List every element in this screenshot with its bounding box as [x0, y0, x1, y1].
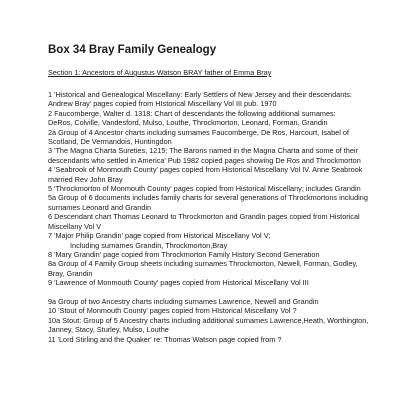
- entry-5: 5 'Throckmorton of Monmouth County' pages copied from Historical Miscellany; includes Grandin: [48, 184, 361, 194]
- entry-9a: 9a Group of two Ancestry charts including surnames Lawrence, Newell and Grandin: [48, 296, 319, 306]
- section-heading: Section 1: Ancestors of Augustus Watson BRAY father of Emma Bray: [48, 68, 272, 77]
- entry-11: 11 'Lord Stirling and the Quaker' re: Thomas Watson page copied from ?: [48, 334, 282, 344]
- entry-3: 3 'The Magna Charta Sureties, 1215: The Barons named in the Magna Charta and some of their descendants who settled in America' Pub 1982 copied pages showing De Ros and Throckmorton: [48, 146, 361, 165]
- entry-list: [48, 90, 373, 344]
- entry-1: 1 'Historical and Genealogical Miscellany: Early Settlers of New Jersey and their descendants: Andrew Bray' pages copied from HIstorical Miscellany Vol III pub. 1970: [48, 90, 352, 109]
- document-title: Box 34 Bray Family Genealogy: [48, 44, 217, 56]
- entry-4: 4 'Seabrook of Monmouth County' pages copied from Historical Miscellany Vol IV. Anne Seabrook married Rev John Bray: [48, 165, 363, 184]
- entry-8a: 8a Group of 4 Family Group sheets including surnames Throckmorton, Newell, Forman, Godley, Bray, Grandin: [48, 259, 358, 278]
- entry-7: 7 'Major Philip Grandin' page copied from Historical Miscellany Vol V;: [48, 231, 271, 241]
- entry-5a: 5a Group of 6 documents includes family charts for several generations of Throckmortons including surnames Leonard and Grandin: [48, 193, 368, 212]
- entry-10: 10 'Stout of Monmouth County' pages copied from HIstorical Miscellany Vol ?: [48, 306, 297, 316]
- entry-2: 2 Faucomberge, Walter d. 1318: Chart of descendants the following additional surnames:: [48, 108, 336, 118]
- entry-2a: 2a Group of 4 Ancestor charts including surnames Faucomberge, De Ros, Harcourt, Isabel of Scotland, De Vermandois, Huntingdon: [48, 127, 349, 147]
- entry-6: 6 Descendant chart Thomas Leonard to Throckmorton and Grandin pages copied from Historical Miscellany Vol V: [48, 212, 360, 231]
- entry-7-surnames: Including surnames Grandin, Throckmorton,Bray: [70, 240, 228, 250]
- entry-10a: 10a Stout: Group of 5 Ancestry charts including additional surnames Lawrence,Heath, Worthington, Janney, Stacy, Sturley, Mulso, Louthe: [48, 315, 369, 335]
- entry-9: 9 'Lawrence of Monmouth County' pages copied from Historical Miscellany Vol III: [48, 278, 309, 288]
- entry-8: 8 'Mary Grandin' page copied from Throckmorton Family History Second Generation: [48, 249, 320, 259]
- entry-2-surnames: DeRos, Colville, Vandesford, Mulso, Louthe, Throckmorton, Leonard, Forman, Grandin: [48, 118, 328, 128]
